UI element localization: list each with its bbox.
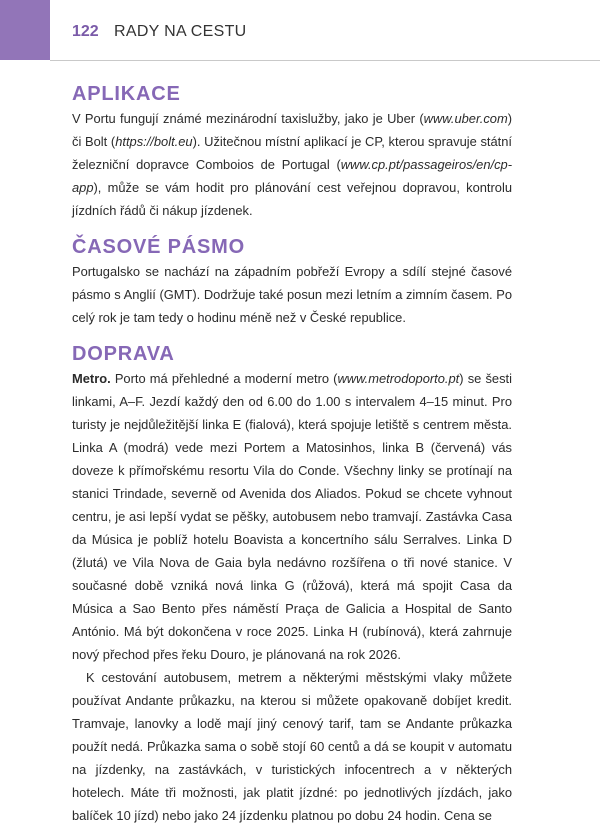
link-bolt: https://bolt.eu — [115, 134, 193, 149]
text-run: Porto má přehledné a moderní metro ( — [110, 371, 338, 386]
paragraph-doprava-metro — [72, 367, 512, 666]
header-accent-bar — [0, 0, 50, 60]
page-body — [72, 82, 512, 827]
paragraph-casove-pasmo: Portugalsko se nachází na západním pobřeží Evropy a sdílí stejné časové pásmo s Anglií (GMT). Dodržuje také posun mezi letním a zimním časem. Po celý rok je tam tedy o hodinu méně než v České republice. — [72, 264, 512, 325]
running-title: RADY NA CESTU — [114, 23, 247, 40]
link-metrodoporto: www.metrodoporto.pt — [337, 371, 460, 386]
paragraph-aplikace — [72, 107, 512, 222]
link-uber: www.uber.com — [423, 111, 508, 126]
text-run: ) či Bolt ( — [72, 111, 512, 149]
section-casove-pasmo — [72, 235, 512, 329]
text-run: V Portu fungují známé mezinárodní taxislužby, jako je Uber ( — [72, 111, 424, 126]
page-header — [50, 0, 600, 61]
paragraph-doprava-andante: K cestování autobusem, metrem a některými městskými vlaky můžete používat Andante průkazku, na kterou si můžete opakovaně dobíjet kredit. Tramvaje, lanovky a lodě mají jiný cenový tarif, tam se Andante průkazka použít nedá. Průkazka sama o sobě stojí 60 centů a dá se koupit v automatu na jízdenky, na zastávkách, v turistických infocentrech a v některých hotelech. Máte tři možnosti, jak platit jízdné: po jednotlivých jízdách, jako balíček 10 jízd) nebo jako 24 jízdenku platnou po dobu 24 hodin. Cena se — [72, 670, 512, 823]
section-aplikace — [72, 82, 512, 222]
section-title-casove-pasmo: ČASOVÉ PÁSMO — [72, 236, 245, 258]
section-doprava — [72, 342, 512, 827]
page-number: 122 — [72, 23, 99, 40]
text-run: ). Užitečnou místní aplikací je CP, kterou spravuje státní železniční dopravce Comboios de Portugal ( — [72, 134, 512, 172]
section-title-aplikace: APLIKACE — [72, 83, 181, 105]
text-run: ) se šesti linkami, A–F. Jezdí každý den od 6.00 do 1.00 s intervalem 4–15 minut. Pro turisty je nejdůležitější linka E (fialová), která spojuje letiště s centrem města. Linka A (modrá) vede mezi Portem a Matosinhos, linka B (červená) vás doveze k přímořskému resortu Vila do Conde. Všechny linky se protínají na stanici Trindade, severně od Avenida dos Aliados. Pokud se chcete vyhnout centru, je asi lepší vydat se pěšky, autobusem nebo tramvají. Zastávka Casa da Música je poblíž hotelu Boavista a koncertního sálu Serralves. Linka D (žlutá) ve Vila Nova de Gaia byla nedávno rozšířena o tři nové stanice. V současné době vzniká nová linka G (růžová), která má spojit Casa da Música a Sao Bento přes náměstí Praça de Galicia a Hospital de Santo António. Má být dokončena v roce 2025. Linka H (rubínová), která zahrnuje nový přechod přes řeku Douro, je plánovaná na rok 2026. — [72, 371, 512, 662]
link-cp-app: www.cp.pt/passageiros/en/cp-app — [72, 157, 512, 195]
lead-in-metro: Metro. — [72, 371, 111, 386]
section-title-doprava: DOPRAVA — [72, 343, 175, 365]
text-run: ), může se vám hodit pro plánování cest veřejnou dopravou, kontrolu jízdních řádů či nákup jízdenek. — [72, 180, 512, 218]
